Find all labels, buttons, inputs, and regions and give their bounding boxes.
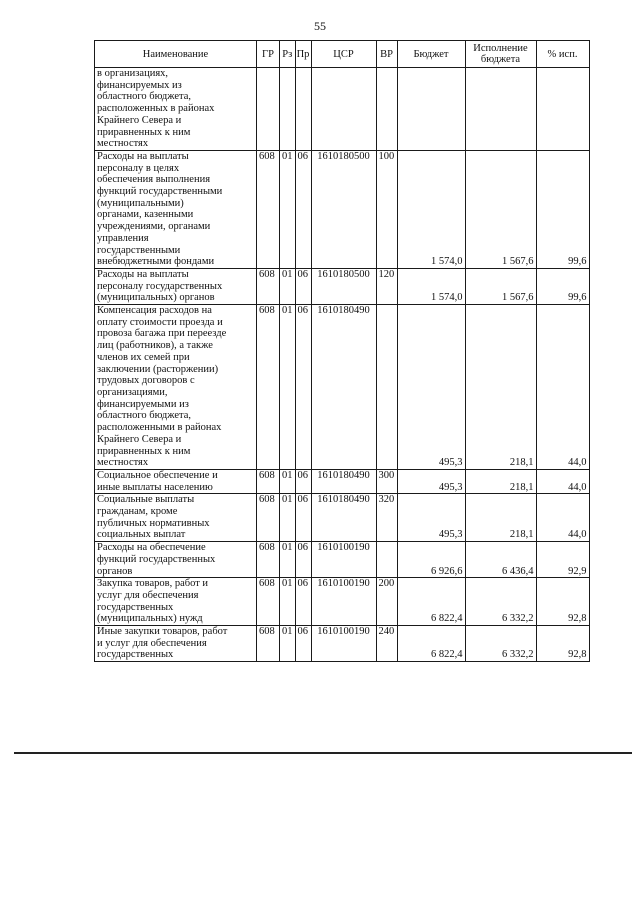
header-budget: Бюджет — [397, 41, 465, 68]
row-csr: 1610180500 — [311, 150, 376, 268]
table-row — [95, 626, 590, 662]
row-budget: 6 822,4 — [397, 626, 465, 662]
row-gr: 608 — [257, 494, 280, 542]
row-percent: 99,6 — [536, 150, 589, 268]
row-csr: 1610180490 — [311, 469, 376, 493]
row-pr: 06 — [295, 578, 311, 626]
row-budget: 6 822,4 — [397, 578, 465, 626]
row-execution: 218,1 — [465, 469, 536, 493]
row-execution: 218,1 — [465, 494, 536, 542]
row-csr: 1610100190 — [311, 542, 376, 578]
row-vr — [376, 542, 397, 578]
row-csr: 1610180500 — [311, 268, 376, 304]
row-vr — [376, 305, 397, 470]
row-name: Закупка товаров, работ и услуг для обеспечения государственных (муниципальных) нужд — [95, 578, 257, 626]
row-csr — [311, 68, 376, 151]
header-percent: % исп. — [536, 41, 589, 68]
budget-execution-table — [94, 40, 590, 662]
header-name: Наименование — [95, 41, 257, 68]
row-csr: 1610180490 — [311, 305, 376, 470]
row-gr: 608 — [257, 626, 280, 662]
row-budget: 495,3 — [397, 305, 465, 470]
row-percent: 92,9 — [536, 542, 589, 578]
table-row — [95, 469, 590, 493]
header-execution: Исполнение бюджета — [465, 41, 536, 68]
header-csr: ЦСР — [311, 41, 376, 68]
row-pr: 06 — [295, 150, 311, 268]
row-gr: 608 — [257, 305, 280, 470]
row-execution: 1 567,6 — [465, 150, 536, 268]
row-budget: 6 926,6 — [397, 542, 465, 578]
row-rz: 01 — [280, 150, 296, 268]
table-row — [95, 68, 590, 151]
row-percent: 44,0 — [536, 305, 589, 470]
row-percent — [536, 68, 589, 151]
row-execution — [465, 68, 536, 151]
row-rz: 01 — [280, 578, 296, 626]
row-vr: 240 — [376, 626, 397, 662]
table-row — [95, 542, 590, 578]
row-rz: 01 — [280, 542, 296, 578]
row-vr: 200 — [376, 578, 397, 626]
row-execution: 6 332,2 — [465, 626, 536, 662]
row-name: Расходы на выплаты персоналу в целях обеспечения выполнения функций государственными (муниципальными) органами, казенными учреждениями, органами управления государственными внебюджетными фондами — [95, 150, 257, 268]
row-csr: 1610100190 — [311, 626, 376, 662]
row-name: Социальные выплаты гражданам, кроме публичных нормативных социальных выплат — [95, 494, 257, 542]
header-pr: Пр — [295, 41, 311, 68]
table-row — [95, 494, 590, 542]
row-vr: 320 — [376, 494, 397, 542]
row-pr: 06 — [295, 268, 311, 304]
row-pr: 06 — [295, 305, 311, 470]
row-budget: 495,3 — [397, 494, 465, 542]
row-rz: 01 — [280, 494, 296, 542]
row-vr: 100 — [376, 150, 397, 268]
row-csr: 1610180490 — [311, 494, 376, 542]
row-name: Социальное обеспечение и иные выплаты населению — [95, 469, 257, 493]
row-pr: 06 — [295, 469, 311, 493]
row-gr — [257, 68, 280, 151]
row-rz: 01 — [280, 626, 296, 662]
row-pr — [295, 68, 311, 151]
row-rz: 01 — [280, 268, 296, 304]
row-gr: 608 — [257, 578, 280, 626]
row-percent: 44,0 — [536, 469, 589, 493]
row-gr: 608 — [257, 268, 280, 304]
row-percent: 99,6 — [536, 268, 589, 304]
row-name: Иные закупки товаров, работ и услуг для обеспечения государственных — [95, 626, 257, 662]
row-rz: 01 — [280, 469, 296, 493]
row-budget: 495,3 — [397, 469, 465, 493]
row-rz: 01 — [280, 305, 296, 470]
row-execution: 6 436,4 — [465, 542, 536, 578]
row-name: Компенсация расходов на оплату стоимости проезда и провоза багажа при переезде лиц (работников), а также членов их семей при заключении (расторжении) трудовых договоров с организациями, финансируемыми из областного бюджета, расположенными в районах Крайнего Севера и приравненных к ним местностях — [95, 305, 257, 470]
row-percent: 92,8 — [536, 626, 589, 662]
table-header-row — [95, 41, 590, 68]
footer-divider — [14, 752, 632, 754]
row-gr: 608 — [257, 150, 280, 268]
header-gr: ГР — [257, 41, 280, 68]
row-pr: 06 — [295, 494, 311, 542]
table-row — [95, 578, 590, 626]
table-row — [95, 268, 590, 304]
row-gr: 608 — [257, 469, 280, 493]
row-budget — [397, 68, 465, 151]
row-gr: 608 — [257, 542, 280, 578]
table-row — [95, 305, 590, 470]
row-csr: 1610100190 — [311, 578, 376, 626]
row-budget: 1 574,0 — [397, 268, 465, 304]
table-row — [95, 150, 590, 268]
row-percent: 92,8 — [536, 578, 589, 626]
header-vr: ВР — [376, 41, 397, 68]
row-percent: 44,0 — [536, 494, 589, 542]
row-vr: 120 — [376, 268, 397, 304]
row-execution: 218,1 — [465, 305, 536, 470]
header-rz: Рз — [280, 41, 296, 68]
row-pr: 06 — [295, 626, 311, 662]
page-number: 55 — [314, 19, 326, 33]
row-name: в организациях, финансируемых из областного бюджета, расположенных в районах Крайнего Севера и приравненных к ним местностях — [95, 68, 257, 151]
row-execution: 1 567,6 — [465, 268, 536, 304]
row-vr — [376, 68, 397, 151]
row-budget: 1 574,0 — [397, 150, 465, 268]
row-name: Расходы на выплаты персоналу государственных (муниципальных) органов — [95, 268, 257, 304]
row-vr: 300 — [376, 469, 397, 493]
row-name: Расходы на обеспечение функций государственных органов — [95, 542, 257, 578]
row-execution: 6 332,2 — [465, 578, 536, 626]
row-pr: 06 — [295, 542, 311, 578]
row-rz — [280, 68, 296, 151]
